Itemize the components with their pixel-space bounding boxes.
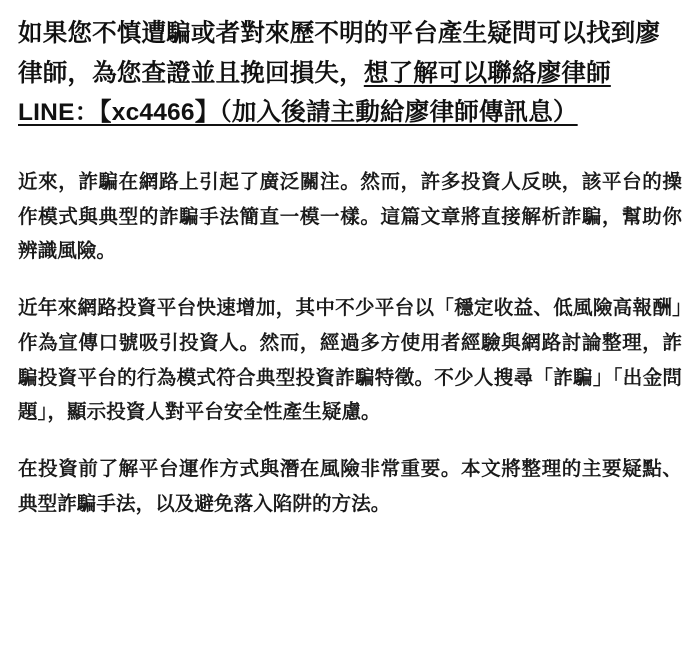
body-paragraph-1: 近來，詐騙在網路上引起了廣泛關注。然而，許多投資人反映，該平台的操作模式與典型的詐騙手法簡直一模一樣。這篇文章將直接解析詐騙，幫助你辨識風險。 xyxy=(18,171,682,263)
body-paragraph-2: 近年來網路投資平台快速增加，其中不少平台以「穩定收益、低風險高報酬」作為宣傳口號吸引投資人。然而，經過多方使用者經驗與網路討論整理，詐騙投資平台的行為模式符合典型投資詐騙特徵。不少人搜尋「詐騙」「出金問題」，顯示投資人對平台安全性產生疑慮。 xyxy=(18,297,682,424)
lead-contact-link[interactable]: 想了解可以聯絡廖律師 LINE：【xc4466】（加入後請主動給廖律師傳訊息） xyxy=(18,59,611,127)
body-paragraph-3: 在投資前了解平台運作方式與潛在風險非常重要。本文將整理的主要疑點、典型詐騙手法，以及避免落入陷阱的方法。 xyxy=(18,457,682,515)
lead-paragraph xyxy=(18,14,682,133)
lead-body-spacer xyxy=(18,147,682,165)
lead-plain-text: 如果您不慎遭騙或者對來歷不明的平台產生疑問可以找到廖律師，為您查證並且挽回損失， xyxy=(18,20,661,87)
